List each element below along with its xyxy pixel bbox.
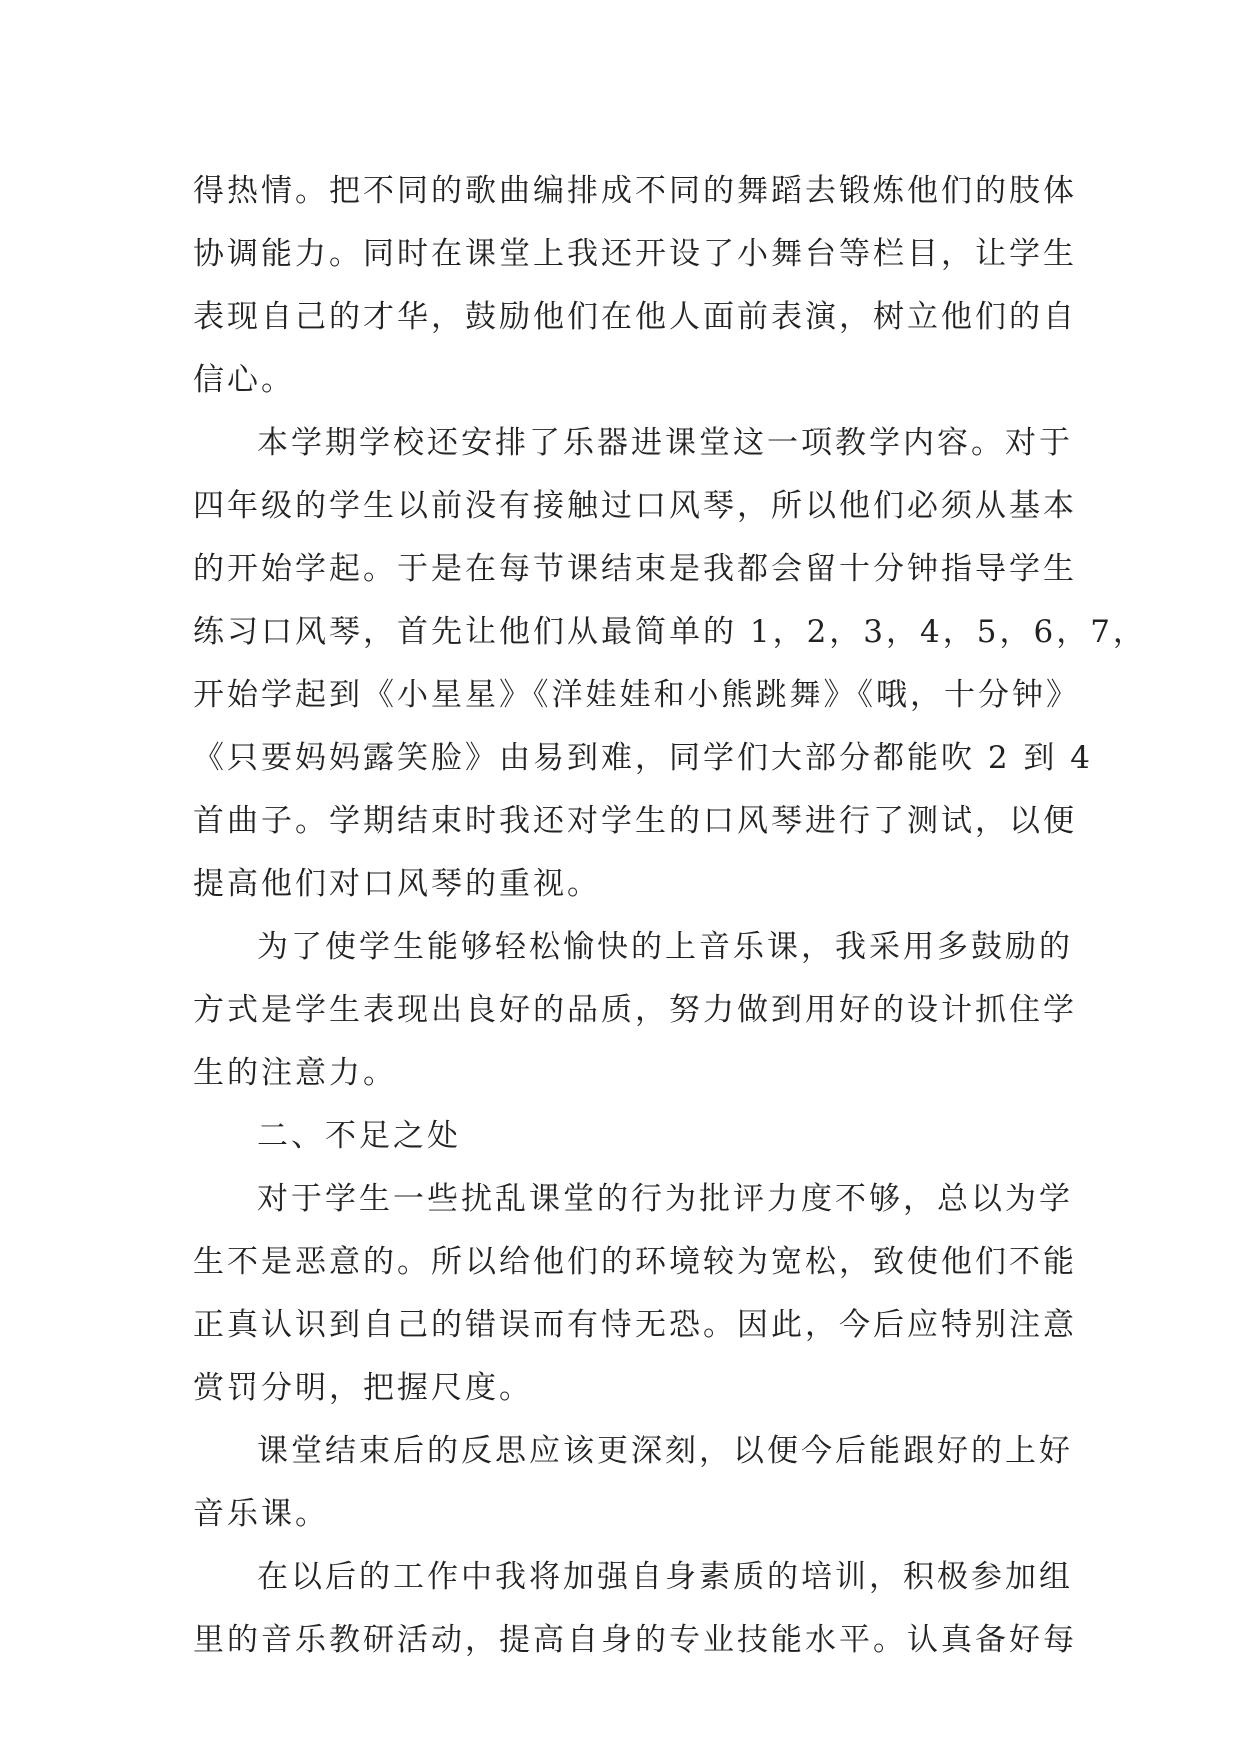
text-line: 练习口风琴，首先让他们从最简单的 1，2，3，4，5，6，7，: [193, 614, 1147, 650]
paragraph-first-line: 为了使学生能够轻松愉快的上音乐课，我采用多鼓励的: [257, 929, 1073, 965]
text-line: 《只要妈妈露笑脸》由易到难，同学们大部分都能吹 2 到 4: [193, 740, 1094, 776]
paragraph-first-line: 对于学生一些扰乱课堂的行为批评力度不够，总以为学: [257, 1181, 1073, 1217]
text-line: 生的注意力。: [193, 1055, 397, 1091]
text-line: 正真认识到自己的错误而有恃无恐。因此，今后应特别注意: [193, 1307, 1077, 1343]
text-line: 信心。: [193, 362, 295, 398]
text-line: 的开始学起。于是在每节课结束是我都会留十分钟指导学生: [193, 551, 1077, 587]
paragraph-first-line: 课堂结束后的反思应该更深刻，以便今后能跟好的上好: [257, 1433, 1073, 1469]
paragraph-first-line: 在以后的工作中我将加强自身素质的培训，积极参加组: [257, 1559, 1073, 1595]
text-line: 得热情。把不同的歌曲编排成不同的舞蹈去锻炼他们的肢体: [193, 173, 1077, 209]
text-line: 表现自己的才华，鼓励他们在他人面前表演，树立他们的自: [193, 299, 1077, 335]
text-line: 四年级的学生以前没有接触过口风琴，所以他们必须从基本: [193, 488, 1077, 524]
document-body: [193, 160, 1147, 1672]
text-line: 生不是恶意的。所以给他们的环境较为宽松，致使他们不能: [193, 1244, 1077, 1280]
section-heading: 二、不足之处: [257, 1118, 461, 1154]
text-line: 音乐课。: [193, 1496, 329, 1532]
text-line: 首曲子。学期结束时我还对学生的口风琴进行了测试，以便: [193, 803, 1077, 839]
text-line: 方式是学生表现出良好的品质，努力做到用好的设计抓住学: [193, 992, 1077, 1028]
text-line: 提高他们对口风琴的重视。: [193, 866, 601, 902]
text-line: 开始学起到《小星星》《洋娃娃和小熊跳舞》《哦，十分钟》: [193, 677, 1080, 713]
text-line: 协调能力。同时在课堂上我还开设了小舞台等栏目，让学生: [193, 236, 1077, 272]
text-line: 里的音乐教研活动，提高自身的专业技能水平。认真备好每: [193, 1622, 1077, 1658]
paragraph-first-line: 本学期学校还安排了乐器进课堂这一项教学内容。对于: [257, 425, 1073, 461]
text-line: 赏罚分明，把握尺度。: [193, 1370, 533, 1406]
